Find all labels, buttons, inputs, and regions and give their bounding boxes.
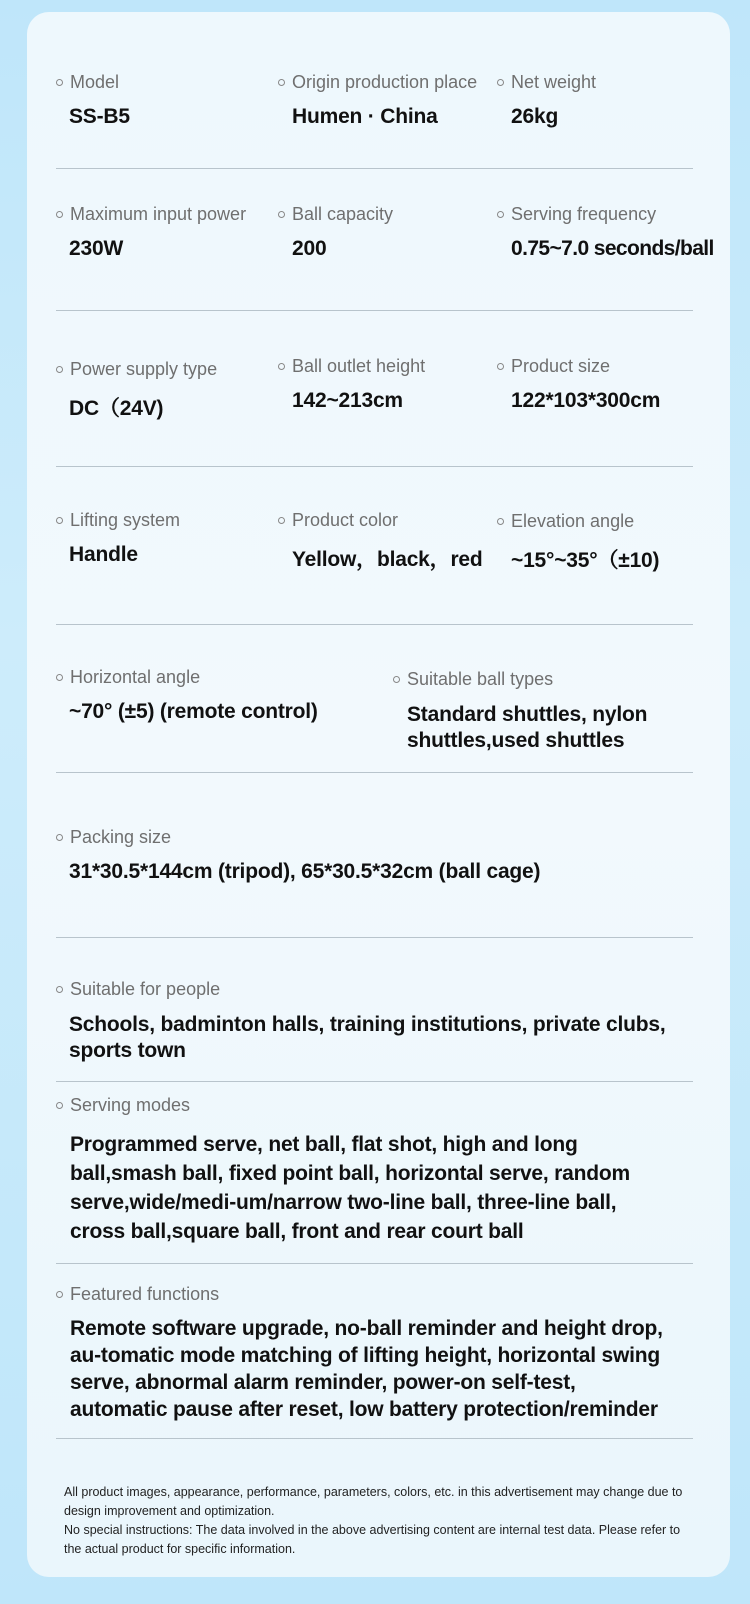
spec-label: Featured functions: [70, 1284, 220, 1304]
spec-outlet-height: [278, 356, 425, 413]
spec-label: Serving modes: [70, 1095, 191, 1115]
spec-label: Suitable for people: [70, 979, 221, 999]
spec-max-power: [56, 204, 246, 261]
footer-note: No special instructions: The data involved in the above advertising content are internal test data. Please refer to the actual product for specific information.: [64, 1523, 681, 1556]
bullet-icon: [278, 211, 285, 218]
bullet-icon: [393, 676, 400, 683]
spec-value: ~70° (±5) (remote control): [69, 700, 318, 723]
spec-value: Handle: [69, 543, 138, 566]
spec-row-7: [56, 938, 693, 1082]
spec-value: DC（24V): [69, 397, 164, 420]
spec-value: Remote software upgrade, no-ball reminder and height drop, au-tomatic mode matching of lifting height, horizontal swing serve, abnormal alarm reminder, power-on self-test, automatic pause after reset, low battery protection/reminder: [70, 1317, 663, 1421]
bullet-icon: [497, 518, 504, 525]
bullet-icon: [497, 211, 504, 218]
spec-origin: [278, 72, 477, 129]
bullet-icon: [278, 79, 285, 86]
bullet-icon: [56, 517, 63, 524]
spec-row-3: [56, 311, 693, 467]
spec-row-6: [56, 773, 693, 938]
bullet-icon: [56, 366, 63, 373]
spec-label: Serving frequency: [511, 204, 657, 224]
bullet-icon: [56, 834, 63, 841]
spec-label: Horizontal angle: [70, 667, 201, 687]
bullet-icon: [278, 517, 285, 524]
spec-value: Standard shuttles, nylon shuttles,used shuttles: [407, 703, 648, 752]
spec-featured-functions: [56, 1284, 693, 1423]
spec-label: Packing size: [70, 827, 172, 847]
spec-product-color: [278, 510, 483, 573]
spec-label: Lifting system: [70, 510, 181, 530]
spec-label: Net weight: [511, 72, 597, 92]
bullet-icon: [56, 674, 63, 681]
footer-notes: [64, 1483, 700, 1559]
spec-horizontal-angle: [56, 667, 318, 724]
spec-value: 230W: [69, 237, 124, 260]
spec-label: Product size: [511, 356, 611, 376]
spec-ball-types: [393, 669, 693, 754]
spec-value: Schools, badminton halls, training institutions, private clubs, sports town: [69, 1013, 666, 1062]
footer-disclaimer: All product images, appearance, performance, parameters, colors, etc. in this advertisement may change due to design improvement and optimization.: [64, 1485, 683, 1518]
spec-lifting-system: [56, 510, 180, 567]
spec-packing-size: [56, 827, 540, 884]
spec-value: SS-B5: [69, 105, 130, 128]
spec-value: Humen · China: [292, 105, 438, 128]
spec-row-2: [56, 169, 714, 311]
bullet-icon: [56, 211, 63, 218]
spec-label: Model: [70, 72, 120, 92]
spec-product-size: [497, 356, 660, 413]
spec-value: 0.75~7.0 seconds/ball: [511, 237, 714, 260]
spec-row-5: [56, 625, 693, 773]
spec-power-supply: [56, 359, 217, 422]
spec-label: Origin production place: [292, 72, 478, 92]
spec-value: 26kg: [511, 105, 559, 128]
spec-value: Programmed serve, net ball, flat shot, high and long ball,smash ball, fixed point ball, horizontal serve, random serve,wide/medi-um/narrow two-line ball, three-line ball, cross ball,square ball, front and rear court ball: [70, 1133, 630, 1243]
spec-row-1: [56, 66, 693, 169]
spec-value: Yellow，black，red: [292, 548, 483, 571]
bullet-icon: [56, 986, 63, 993]
spec-row-8: [56, 1082, 693, 1264]
spec-value: 200: [292, 237, 327, 260]
spec-value: 31*30.5*144cm (tripod), 65*30.5*32cm (ball cage): [69, 860, 541, 883]
bullet-icon: [497, 363, 504, 370]
spec-value: 122*103*300cm: [511, 389, 661, 412]
spec-row-4: [56, 467, 693, 625]
spec-row-9: [56, 1264, 693, 1439]
spec-label: Suitable ball types: [407, 669, 554, 689]
spec-model: [56, 72, 130, 129]
spec-label: Product color: [292, 510, 399, 530]
bullet-icon: [56, 79, 63, 86]
spec-label: Maximum input power: [70, 204, 247, 224]
spec-label: Elevation angle: [511, 511, 635, 531]
bullet-icon: [497, 79, 504, 86]
spec-value: ~15°~35°（±10): [511, 549, 660, 572]
bullet-icon: [278, 363, 285, 370]
spec-ball-capacity: [278, 204, 393, 261]
spec-net-weight: [497, 72, 596, 129]
bullet-icon: [56, 1102, 63, 1109]
spec-label: Power supply type: [70, 359, 218, 379]
bullet-icon: [56, 1291, 63, 1298]
spec-value: 142~213cm: [292, 389, 403, 412]
spec-label: Ball capacity: [292, 204, 394, 224]
spec-suitable-people: [56, 979, 693, 1064]
spec-serving-frequency: [497, 204, 714, 261]
spec-serving-modes: [56, 1095, 693, 1246]
spec-label: Ball outlet height: [292, 356, 426, 376]
spec-elevation-angle: [497, 511, 659, 574]
